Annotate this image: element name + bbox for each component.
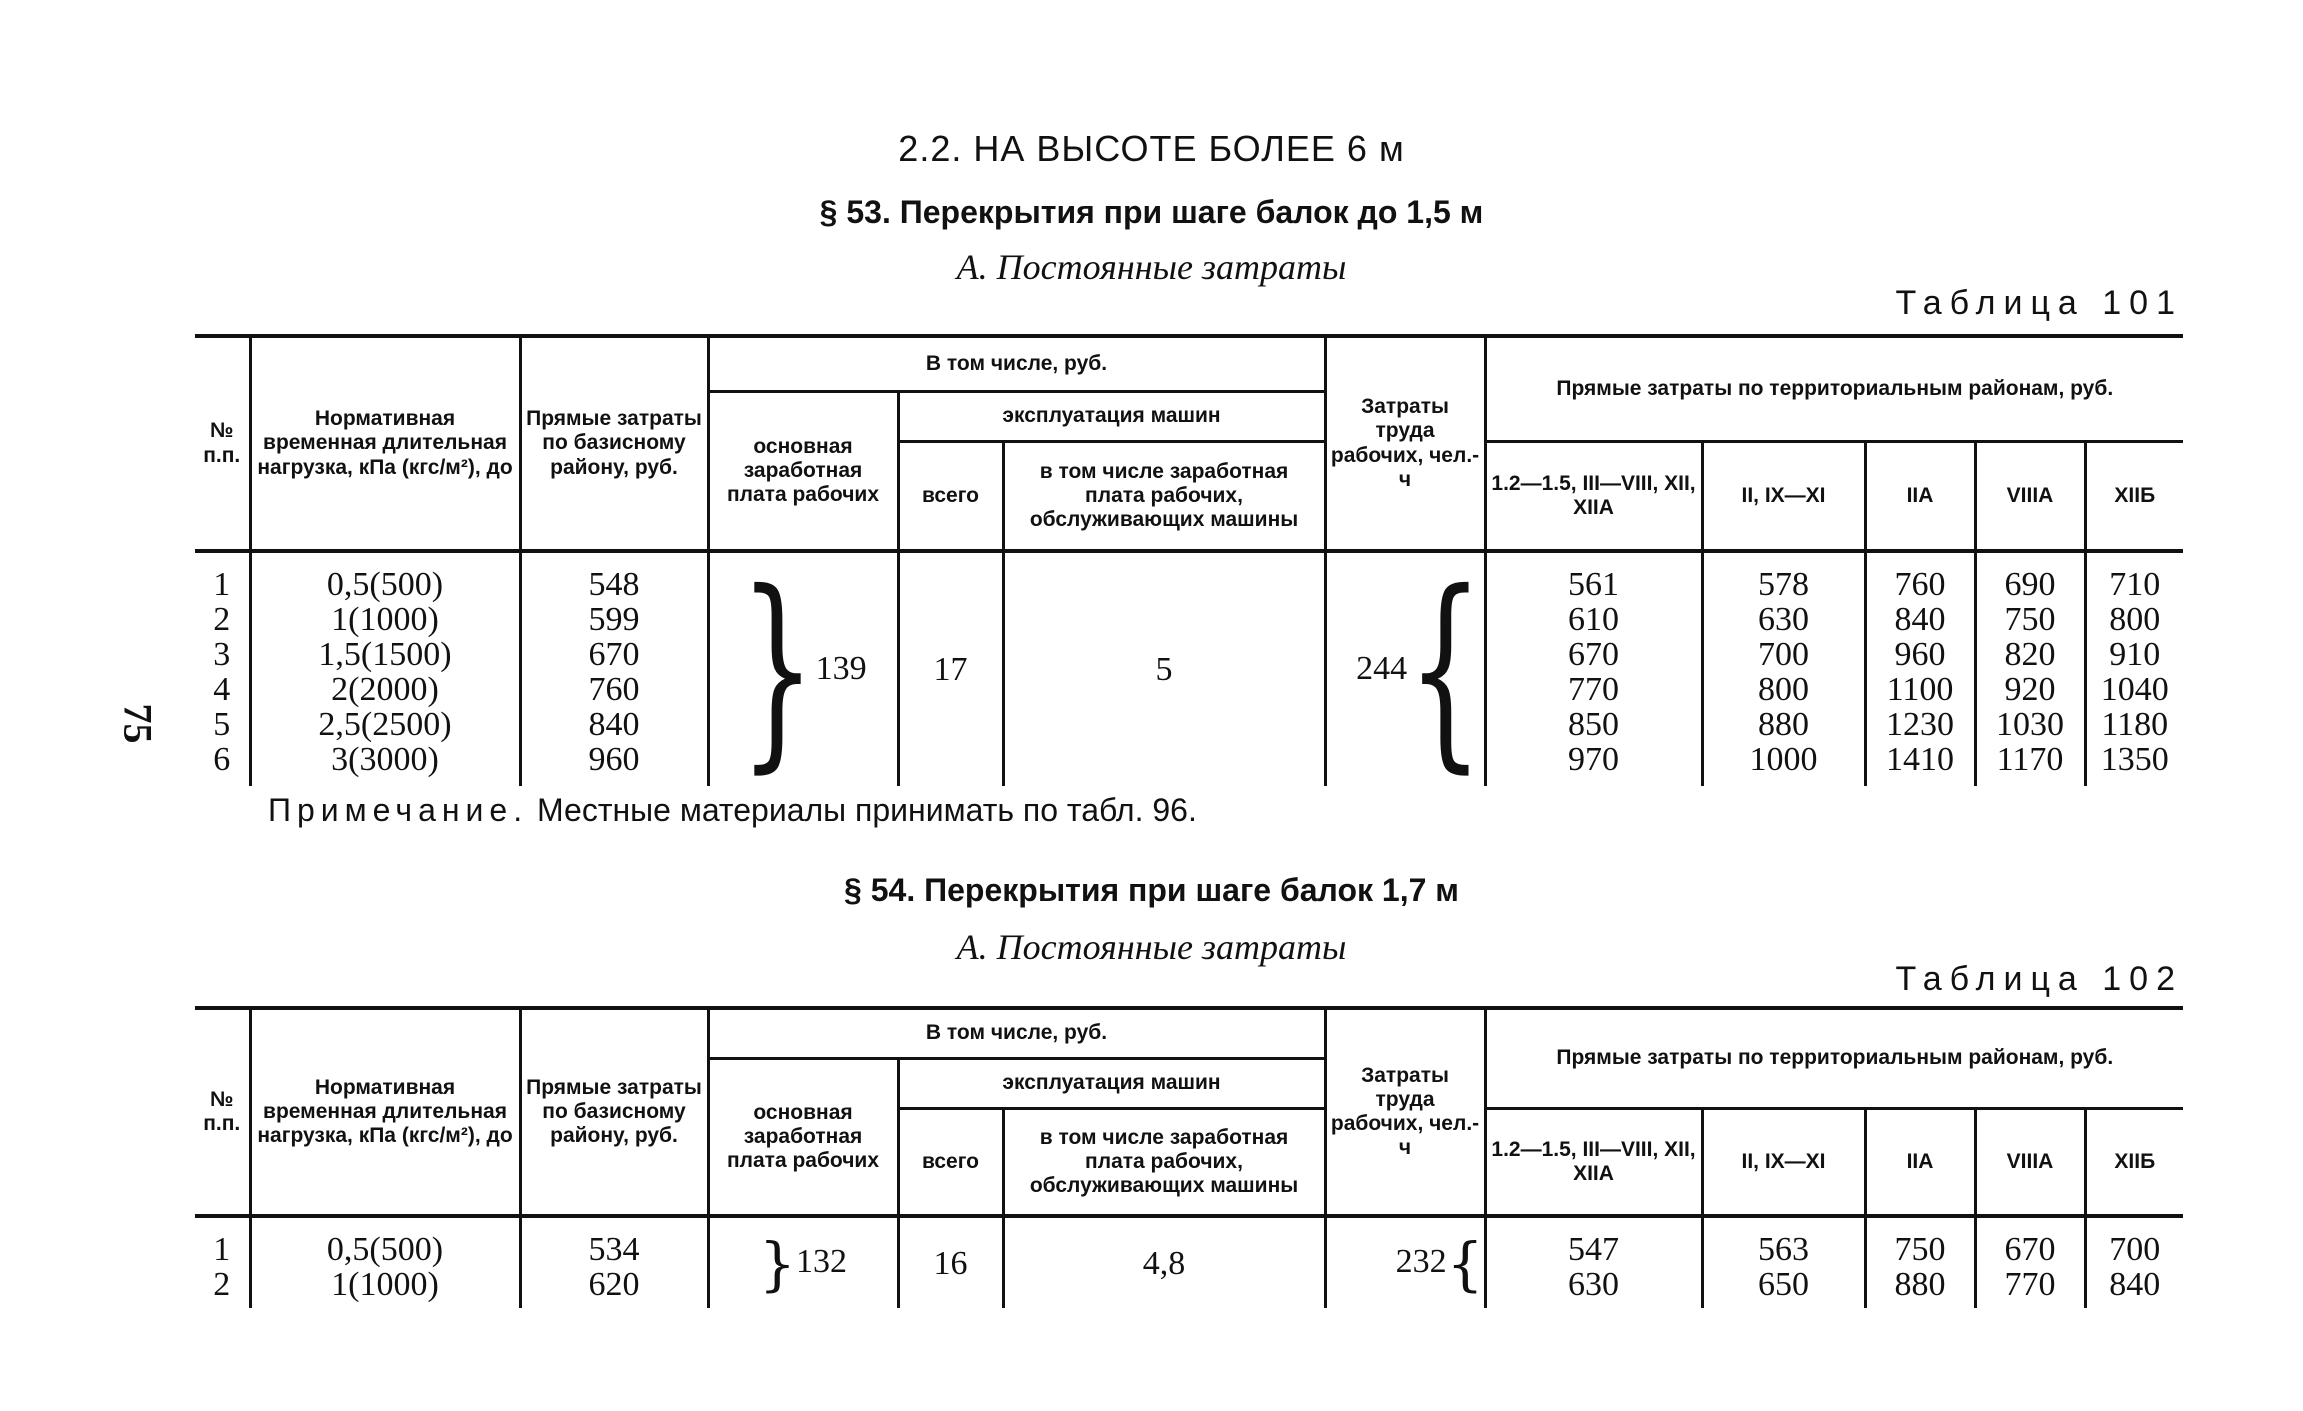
col-region-3 [1865, 551, 1975, 786]
left-brace: { [1446, 1229, 1484, 1298]
col-wages [708, 549, 898, 793]
load-value: 1,5(1500) [318, 636, 452, 673]
machines-wages-value: 4,8 [1003, 1216, 1325, 1308]
direct-value: 620 [588, 1266, 640, 1303]
region-value: 1030 [1996, 706, 2065, 743]
header-machines-wages: в том числе заработная плата рабочих, обслуживающих машины [1003, 441, 1325, 551]
col-region-2 [1702, 1216, 1865, 1308]
col-labor [1325, 1216, 1485, 1308]
load-value: 2(2000) [331, 671, 439, 708]
region-value: 630 [1568, 1266, 1620, 1303]
row-num: 5 [213, 706, 231, 743]
col-region-3 [1865, 1216, 1975, 1308]
header-machines-total: всего [898, 441, 1003, 551]
region-value: 820 [2004, 636, 2056, 673]
header-region-1: 1.2—1.5, III—VIII, XII, XIIA [1485, 1108, 1702, 1216]
col-wages [708, 1216, 898, 1308]
machines-total-value: 17 [898, 551, 1003, 786]
region-value: 1040 [2100, 671, 2169, 708]
header-machines: эксплуатация машин [898, 391, 1325, 441]
region-value: 770 [2004, 1266, 2056, 1303]
left-brace: { [1407, 549, 1484, 793]
header-region-4: VIIIA [1975, 1108, 2085, 1216]
region-value: 610 [1568, 601, 1620, 638]
region-value: 750 [2004, 601, 2056, 638]
header-regions: Прямые затраты по территориальным районам, руб. [1485, 1008, 2183, 1108]
region-value: 880 [1758, 706, 1810, 743]
region-value: 750 [1894, 1231, 1946, 1268]
table-101-label: Таблица 101 [1895, 284, 2183, 322]
direct-value: 960 [588, 741, 640, 778]
header-labor: Затраты труда рабочих, чел.-ч [1325, 1008, 1485, 1216]
wages-value: 132 [795, 1243, 847, 1281]
direct-value: 760 [588, 671, 640, 708]
region-value: 563 [1758, 1231, 1810, 1268]
note-text: Местные материалы принимать по табл. 96. [537, 792, 1197, 828]
header-load: Нормативная временная длительная нагрузка, кПа (кгс/м²), до [250, 1008, 520, 1216]
col-region-1 [1485, 551, 1702, 786]
region-value: 1180 [2101, 706, 2169, 743]
region-value: 561 [1568, 566, 1620, 603]
machines-total-value: 16 [898, 1216, 1003, 1308]
load-value: 3(3000) [331, 741, 439, 778]
region-value: 770 [1568, 671, 1620, 708]
header-num: № п.п. [195, 1008, 250, 1216]
header-region-5: XIIБ [2085, 441, 2183, 551]
paragraph-53-subtitle: А. Постоянные затраты [956, 247, 1347, 287]
row-num: 2 [213, 1266, 231, 1303]
region-value: 960 [1894, 636, 1946, 673]
header-direct-cost: Прямые затраты по базисному району, руб. [520, 336, 708, 551]
header-including: В том числе, руб. [708, 1008, 1325, 1058]
load-value: 1(1000) [331, 601, 439, 638]
table-102 [195, 1006, 2183, 1308]
col-region-5 [2085, 551, 2183, 786]
note-prefix: Примечание. [268, 792, 529, 828]
table-101-note [268, 792, 1197, 829]
region-value: 1230 [1886, 706, 1955, 743]
header-wages: основная заработная плата рабочих [708, 1058, 898, 1216]
load-value: 0,5(500) [326, 1231, 444, 1268]
header-including: В том числе, руб. [708, 336, 1325, 391]
header-machines: эксплуатация машин [898, 1058, 1325, 1108]
load-value: 2,5(2500) [318, 706, 452, 743]
table-101 [195, 334, 2183, 793]
col-num [195, 1216, 250, 1308]
col-region-1 [1485, 1216, 1702, 1308]
col-region-4 [1975, 1216, 2085, 1308]
region-value: 1410 [1886, 741, 1955, 778]
direct-value: 548 [588, 566, 640, 603]
region-value: 547 [1568, 1231, 1620, 1268]
col-num [195, 551, 250, 786]
direct-value: 670 [588, 636, 640, 673]
header-machines-wages: в том числе заработная плата рабочих, обслуживающих машины [1003, 1108, 1325, 1216]
region-value: 1100 [1886, 671, 1954, 708]
section-title: 2.2. НА ВЫСОТЕ БОЛЕЕ 6 м [898, 128, 1405, 169]
header-region-2: II, IX—XI [1702, 1108, 1865, 1216]
col-load [250, 1216, 520, 1308]
header-region-1: 1.2—1.5, III—VIII, XII, XIIA [1485, 441, 1702, 551]
right-brace: } [759, 1229, 796, 1298]
header-load: Нормативная временная длительная нагрузка, кПа (кгс/м²), до [250, 336, 520, 551]
region-value: 650 [1758, 1266, 1810, 1303]
row-num: 2 [213, 601, 231, 638]
col-load [250, 551, 520, 786]
region-value: 578 [1758, 566, 1810, 603]
region-value: 700 [2109, 1231, 2161, 1268]
row-num: 3 [213, 636, 231, 673]
col-region-4 [1975, 551, 2085, 786]
table-102-label: Таблица 102 [1895, 960, 2183, 998]
region-value: 700 [1758, 636, 1810, 673]
region-value: 1350 [2100, 741, 2169, 778]
header-region-3: IIA [1865, 441, 1975, 551]
region-value: 970 [1568, 741, 1620, 778]
direct-value: 599 [588, 601, 640, 638]
paragraph-54-title: § 54. Перекрытия при шаге балок 1,7 м [844, 872, 1459, 908]
labor-value: 232 [1395, 1243, 1447, 1281]
region-value: 690 [2004, 566, 2056, 603]
header-region-4: VIIIA [1975, 441, 2085, 551]
col-direct [520, 1216, 708, 1308]
row-num: 4 [213, 671, 231, 708]
right-brace: } [739, 549, 816, 793]
row-num: 1 [213, 566, 231, 603]
labor-value: 244 [1356, 649, 1408, 687]
paragraph-54-subtitle: А. Постоянные затраты [956, 927, 1347, 967]
row-num: 1 [213, 1231, 231, 1268]
paragraph-53-title: § 53. Перекрытия при шаге балок до 1,5 м [819, 194, 1484, 230]
header-wages: основная заработная плата рабочих [708, 391, 898, 551]
col-labor [1325, 549, 1485, 793]
region-value: 850 [1568, 706, 1620, 743]
region-value: 710 [2109, 566, 2161, 603]
col-region-2 [1702, 551, 1865, 786]
header-region-2: II, IX—XI [1702, 441, 1865, 551]
region-value: 760 [1894, 566, 1946, 603]
col-direct [520, 551, 708, 786]
header-num: № п.п. [195, 336, 250, 551]
region-value: 800 [1758, 671, 1810, 708]
header-machines-total: всего [898, 1108, 1003, 1216]
region-value: 880 [1894, 1266, 1946, 1303]
header-regions: Прямые затраты по территориальным районам, руб. [1485, 336, 2183, 441]
load-value: 0,5(500) [326, 566, 444, 603]
row-num: 6 [213, 741, 231, 778]
region-value: 1170 [1996, 741, 2064, 778]
header-direct-cost: Прямые затраты по базисному району, руб. [520, 1008, 708, 1216]
region-value: 630 [1758, 601, 1810, 638]
region-value: 840 [1894, 601, 1946, 638]
region-value: 800 [2109, 601, 2161, 638]
header-region-5: XIIБ [2085, 1108, 2183, 1216]
region-value: 920 [2004, 671, 2056, 708]
wages-value: 139 [815, 649, 867, 687]
region-value: 670 [1568, 636, 1620, 673]
region-value: 670 [2004, 1231, 2056, 1268]
region-value: 910 [2109, 636, 2161, 673]
region-value: 840 [2109, 1266, 2161, 1303]
direct-value: 840 [588, 706, 640, 743]
direct-value: 534 [588, 1231, 640, 1268]
header-labor: Затраты труда рабочих, чел.-ч [1325, 336, 1485, 551]
machines-wages-value: 5 [1003, 551, 1325, 786]
page-number: 75 [115, 703, 161, 744]
region-value: 1000 [1749, 741, 1818, 778]
load-value: 1(1000) [331, 1266, 439, 1303]
header-region-3: IIA [1865, 1108, 1975, 1216]
col-region-5 [2085, 1216, 2183, 1308]
